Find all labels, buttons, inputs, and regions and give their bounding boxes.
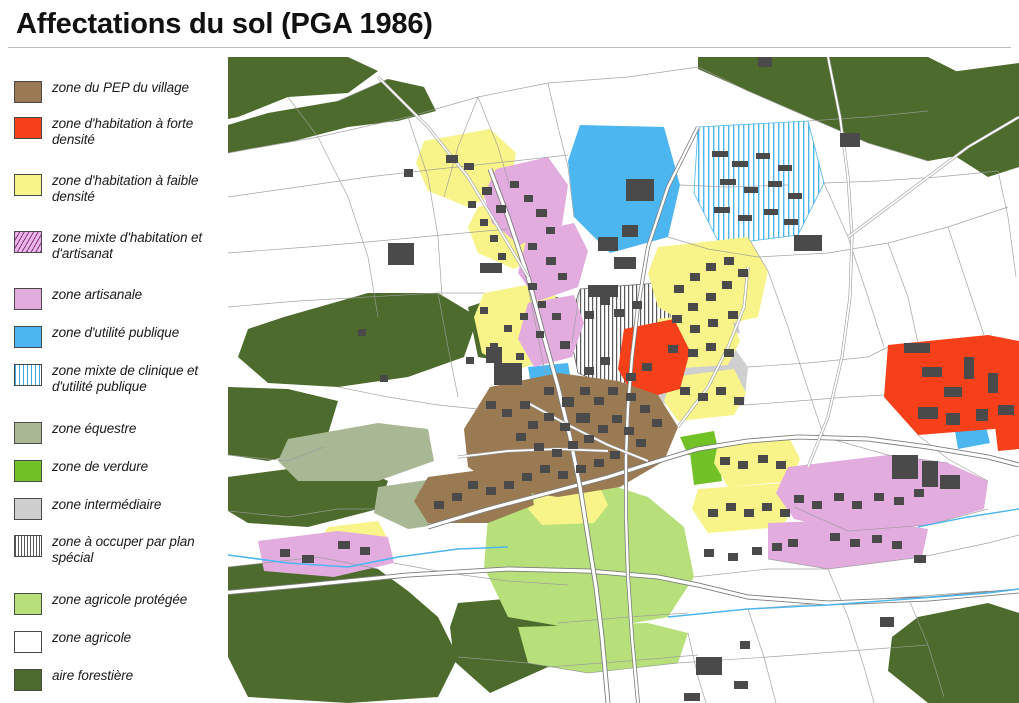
legend-swatch-mixte-clinique [14,364,42,386]
legend-item-habitation-forte[interactable] [14,116,228,148]
legend-label-mixte-habitation-artisanat: zone mixte d'habitation et d'artisanat [52,230,203,261]
legend-swatch-agricole [14,631,42,653]
legend-item-aire-forestiere[interactable] [14,668,228,691]
legend-item-artisanale[interactable] [14,287,228,310]
map-canvas[interactable] [228,57,1019,703]
legend-swatch-pep-village [14,81,42,103]
legend-item-agricole-protegee[interactable] [14,592,228,615]
legend-item-mixte-clinique[interactable] [14,363,228,395]
legend-item-plan-special[interactable] [14,534,228,566]
page-title: Affectations du sol (PGA 1986) [16,8,433,40]
legend-label-aire-forestiere: aire forestière [52,668,134,683]
legend-label-pep-village: zone du PEP du village [52,80,189,95]
legend-item-equestre[interactable] [14,421,228,444]
legend-item-intermediaire[interactable] [14,497,228,520]
legend-swatch-mixte-habitation-artisanat [14,231,42,253]
legend-swatch-agricole-protegee [14,593,42,615]
legend-swatch-artisanale [14,288,42,310]
legend-label-artisanale: zone artisanale [52,287,143,302]
legend-swatch-equestre [14,422,42,444]
legend-swatch-intermediaire [14,498,42,520]
title-bar [0,0,1019,50]
legend-label-mixte-clinique: zone mixte de clinique et d'utilité publique [52,363,199,394]
legend-swatch-plan-special [14,535,42,557]
legend-label-agricole-protegee: zone agricole protégée [52,592,188,607]
legend-label-plan-special: zone à occuper par plan spécial [52,534,195,565]
legend-item-pep-village[interactable] [14,80,228,103]
legend-item-utilite-publique[interactable] [14,325,228,348]
legend-label-habitation-faible: zone d'habitation à faible densité [52,173,199,204]
legend-item-mixte-habitation-artisanat[interactable] [14,230,228,262]
legend-swatch-habitation-forte [14,117,42,139]
legend-swatch-habitation-faible [14,174,42,196]
legend-label-utilite-publique: zone d'utilité publique [52,325,180,340]
legend-label-agricole: zone agricole [52,630,132,645]
legend-item-habitation-faible[interactable] [14,173,228,205]
legend-item-agricole[interactable] [14,630,228,653]
legend-label-verdure: zone de verdure [52,459,149,474]
legend-swatch-utilite-publique [14,326,42,348]
title-divider [8,47,1011,48]
legend-label-equestre: zone équestre [52,421,137,436]
legend-swatch-aire-forestiere [14,669,42,691]
legend-item-verdure[interactable] [14,459,228,482]
legend-swatch-verdure [14,460,42,482]
legend-label-intermediaire: zone intermédiaire [52,497,162,512]
legend-label-habitation-forte: zone d'habitation à forte densité [52,116,194,147]
legend [0,56,228,703]
